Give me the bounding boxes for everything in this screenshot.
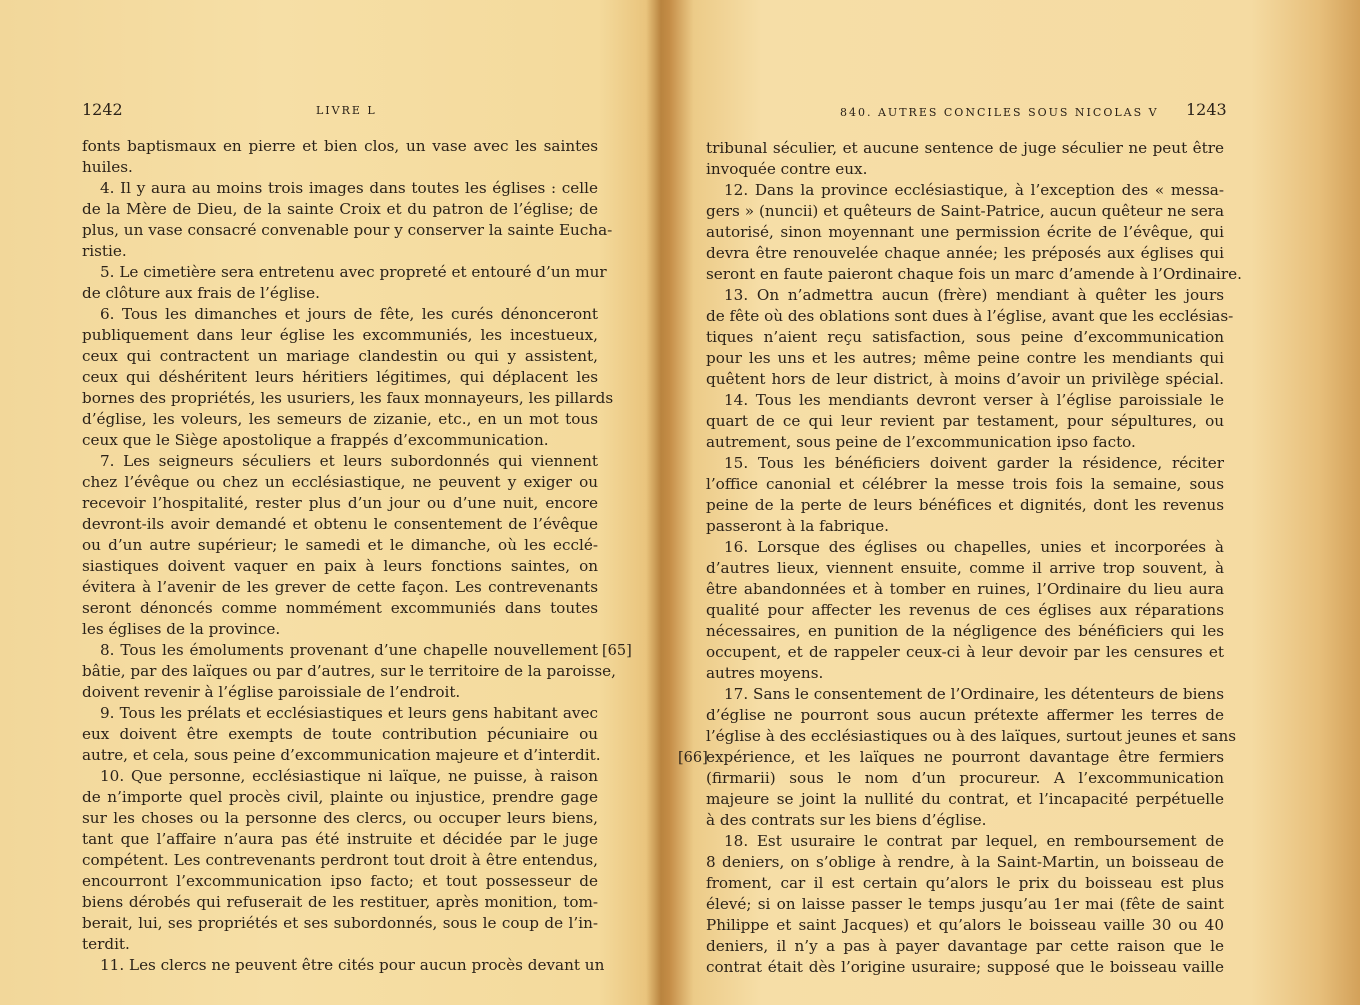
text-line: encourront l’excommunication ipso facto; et tout possesseur de bbox=[82, 872, 598, 890]
text-line: ceux que le Siège apostolique a frappés d’excommunication. bbox=[82, 431, 549, 449]
text-line: de fête où des oblations sont dues à l’église, avant que les ecclésias- bbox=[706, 307, 1234, 325]
text-line: biens dérobés qui refuserait de les restituer, après monition, tom- bbox=[82, 893, 598, 911]
text-line: invoquée contre eux. bbox=[706, 160, 868, 178]
text-line: pour les uns et les autres; même peine contre les mendiants qui bbox=[706, 349, 1224, 367]
text-line: d’autres lieux, viennent ensuite, comme il arrive trop souvent, à bbox=[706, 559, 1224, 577]
text-line: (firmarii) sous le nom d’un procureur. A l’excommunication bbox=[706, 769, 1224, 787]
text-line: autres moyens. bbox=[706, 664, 824, 682]
text-line: passeront à la fabrique. bbox=[706, 517, 889, 535]
text-line: chez l’évêque ou chez un ecclésiastique, ne peuvent y exiger ou bbox=[82, 473, 598, 491]
text-line: publiquement dans leur église les excommuniés, les incestueux, bbox=[82, 326, 598, 344]
text-line: seront en faute paieront chaque fois un marc d’amende à l’Ordinaire. bbox=[706, 265, 1242, 283]
text-line: tribunal séculier, et aucune sentence de juge séculier ne peut être bbox=[706, 139, 1224, 157]
text-line: expérience, et les laïques ne pourront davantage être fermiers bbox=[706, 748, 1224, 766]
text-line: 8 deniers, on s’oblige à rendre, à la Saint-Martin, un boisseau de bbox=[706, 853, 1224, 871]
text-line: doivent revenir à l’église paroissiale de l’endroit. bbox=[82, 683, 461, 701]
running-head: 840. AUTRES CONCILES SOUS NICOLAS V bbox=[840, 106, 1159, 119]
text-line: nécessaires, en punition de la négligence des bénéficiers qui les bbox=[706, 622, 1224, 640]
text-line: 15. Tous les bénéficiers doivent garder la résidence, réciter bbox=[724, 454, 1224, 472]
text-line: 17. Sans le consentement de l’Ordinaire, les détenteurs de biens bbox=[724, 685, 1224, 703]
left-page bbox=[0, 0, 660, 1005]
text-line: recevoir l’hospitalité, rester plus d’un jour ou d’une nuit, encore bbox=[82, 494, 598, 512]
text-line: Philippe et saint Jacques) et qu’alors le boisseau vaille 30 ou 40 bbox=[706, 916, 1224, 934]
text-line: eux doivent être exempts de toute contribution pécuniaire ou bbox=[82, 725, 598, 743]
text-line: ristie. bbox=[82, 242, 127, 260]
margin-note: [65] bbox=[602, 643, 632, 659]
text-line: siastiques doivent vaquer en paix à leurs fonctions saintes, on bbox=[82, 557, 598, 575]
text-line: autre, et cela, sous peine d’excommunication majeure et d’interdit. bbox=[82, 746, 601, 764]
text-line: huiles. bbox=[82, 158, 133, 176]
running-head: LIVRE L bbox=[316, 104, 377, 117]
text-line: devra être renouvelée chaque année; les préposés aux églises qui bbox=[706, 244, 1224, 262]
text-line: plus, un vase consacré convenable pour y conserver la sainte Eucha- bbox=[82, 221, 613, 239]
text-line: gers » (nuncii) et quêteurs de Saint-Patrice, aucun quêteur ne sera bbox=[706, 202, 1224, 220]
text-line: compétent. Les contrevenants perdront tout droit à être entendus, bbox=[82, 851, 598, 869]
text-line: élevé; si on laisse passer le temps jusqu’au 1er mai (fête de saint bbox=[706, 895, 1224, 913]
text-line: 6. Tous les dimanches et jours de fête, les curés dénonceront bbox=[100, 305, 598, 323]
text-line: ou d’un autre supérieur; le samedi et le dimanche, où les ecclé- bbox=[82, 536, 598, 554]
text-line: sur les choses ou la personne des clercs, ou occuper leurs biens, bbox=[82, 809, 598, 827]
text-line: tiques n’aient reçu satisfaction, sous peine d’excommunication bbox=[706, 328, 1224, 346]
text-line: 12. Dans la province ecclésiastique, à l’exception des « messa- bbox=[724, 181, 1224, 199]
text-line: de la Mère de Dieu, de la sainte Croix et du patron de l’église; de bbox=[82, 200, 598, 218]
text-line: 4. Il y aura au moins trois images dans toutes les églises : celle bbox=[100, 179, 598, 197]
text-line: 10. Que personne, ecclésiastique ni laïque, ne puisse, à raison bbox=[100, 767, 598, 785]
text-line: l’office canonial et célébrer la messe trois fois la semaine, sous bbox=[706, 475, 1224, 493]
text-line: d’église ne pourront sous aucun prétexte affermer les terres de bbox=[706, 706, 1224, 724]
text-line: évitera à l’avenir de les grever de cette façon. Les contrevenants bbox=[82, 578, 598, 596]
page-number: 1243 bbox=[1186, 100, 1227, 119]
text-line: 14. Tous les mendiants devront verser à l’église paroissiale le bbox=[724, 391, 1224, 409]
text-line: 18. Est usuraire le contrat par lequel, en remboursement de bbox=[724, 832, 1224, 850]
text-line: seront dénoncés comme nommément excommuniés dans toutes bbox=[82, 599, 598, 617]
text-line: bâtie, par des laïques ou par d’autres, sur le territoire de la paroisse, bbox=[82, 662, 616, 680]
text-line: peine de la perte de leurs bénéfices et dignités, dont les revenus bbox=[706, 496, 1224, 514]
text-line: terdit. bbox=[82, 935, 130, 953]
text-line: fonts baptismaux en pierre et bien clos, un vase avec les saintes bbox=[82, 137, 598, 155]
text-line: de n’importe quel procès civil, plainte ou injustice, prendre gage bbox=[82, 788, 598, 806]
text-line: froment, car il est certain qu’alors le prix du boisseau est plus bbox=[706, 874, 1224, 892]
text-line: majeure se joint la nullité du contrat, et l’incapacité perpétuelle bbox=[706, 790, 1224, 808]
text-line: berait, lui, ses propriétés et ses subordonnés, sous le coup de l’in- bbox=[82, 914, 598, 932]
text-line: 8. Tous les émoluments provenant d’une chapelle nouvellement bbox=[100, 641, 598, 659]
text-line: quêtent hors de leur district, à moins d’avoir un privilège spécial. bbox=[706, 370, 1224, 388]
text-line: l’église à des ecclésiastiques ou à des laïques, surtout jeunes et sans bbox=[706, 727, 1237, 745]
text-line: 16. Lorsque des églises ou chapelles, unies et incorporées à bbox=[724, 538, 1224, 556]
text-line: les églises de la province. bbox=[82, 620, 281, 638]
margin-note: [66] bbox=[678, 750, 708, 766]
text-line: d’église, les voleurs, les semeurs de zizanie, etc., en un mot tous bbox=[82, 410, 598, 428]
text-line: à des contrats sur les biens d’église. bbox=[706, 811, 987, 829]
text-line: 5. Le cimetière sera entretenu avec propreté et entouré d’un mur bbox=[100, 263, 607, 281]
text-line: 11. Les clercs ne peuvent être cités pour aucun procès devant un bbox=[100, 956, 605, 974]
text-line: être abandonnées et à tomber en ruines, l’Ordinaire du lieu aura bbox=[706, 580, 1224, 598]
text-line: deniers, il n’y a pas à payer davantage par cette raison que le bbox=[706, 937, 1224, 955]
text-line: devront-ils avoir demandé et obtenu le consentement de l’évêque bbox=[82, 515, 598, 533]
text-line: 9. Tous les prélats et ecclésiastiques et leurs gens habitant avec bbox=[100, 704, 598, 722]
text-line: occupent, et de rappeler ceux-ci à leur devoir par les censures et bbox=[706, 643, 1224, 661]
text-line: quart de ce qui leur revient par testament, pour sépultures, ou bbox=[706, 412, 1224, 430]
text-line: bornes des propriétés, les usuriers, les faux monnayeurs, les pillards bbox=[82, 389, 614, 407]
text-line: de clôture aux frais de l’église. bbox=[82, 284, 320, 302]
text-line: qualité pour affecter les revenus de ces églises aux réparations bbox=[706, 601, 1224, 619]
text-line: tant que l’affaire n’aura pas été instruite et décidée par le juge bbox=[82, 830, 598, 848]
text-line: ceux qui déshéritent leurs héritiers légitimes, qui déplacent les bbox=[82, 368, 598, 386]
text-line: 7. Les seigneurs séculiers et leurs subordonnés qui viennent bbox=[100, 452, 598, 470]
text-line: contrat était dès l’origine usuraire; supposé que le boisseau vaille bbox=[706, 958, 1224, 976]
page-number: 1242 bbox=[82, 100, 123, 119]
text-line: autorisé, sinon moyennant une permission écrite de l’évêque, qui bbox=[706, 223, 1224, 241]
text-line: autrement, sous peine de l’excommunication ipso facto. bbox=[706, 433, 1136, 451]
text-line: ceux qui contractent un mariage clandestin ou qui y assistent, bbox=[82, 347, 598, 365]
text-line: 13. On n’admettra aucun (frère) mendiant à quêter les jours bbox=[724, 286, 1224, 304]
